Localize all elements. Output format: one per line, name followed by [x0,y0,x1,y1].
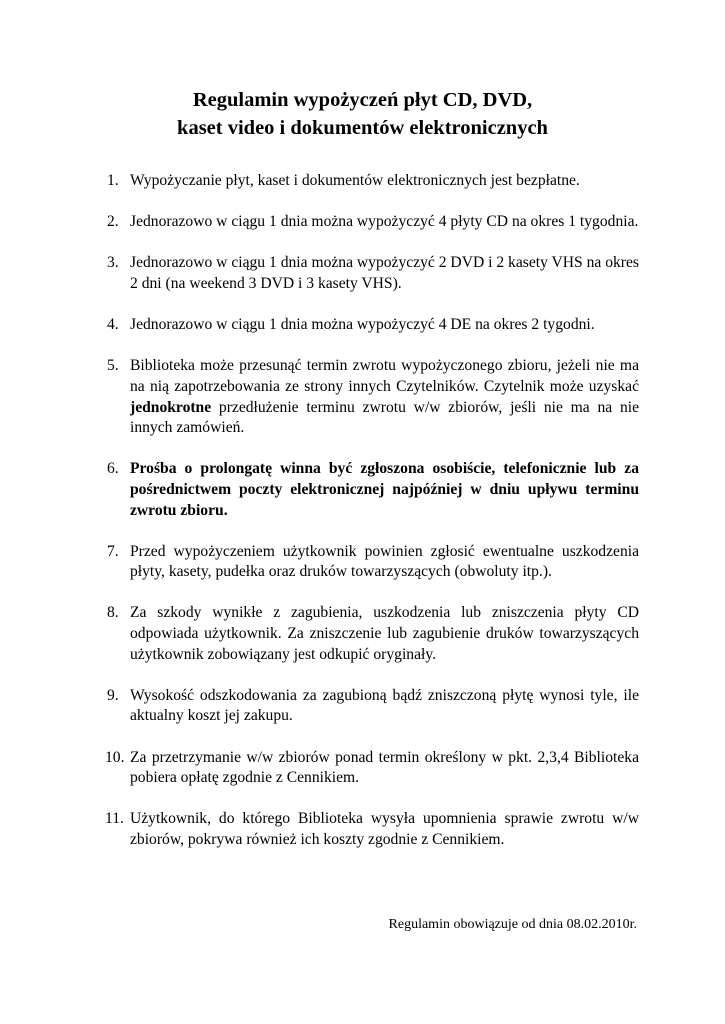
rule-text: Jednorazowo w ciągu 1 dnia można wypożyczyć 4 płyty CD na okres 1 tygodnia. [130,213,639,231]
rule-text: Za szkody wynikłe z zagubienia, uszkodzenia lub zniszczenia płyty CD odpowiada użytkownik. Za zniszczenie lub zagubienie druków towarzyszących użytkownik zobowiązany jest odkupić oryginały. [130,604,639,663]
rule-text-part: przedłużenie terminu zwrotu w/w zbiorów, jeśli nie ma na nie innych zamówień. [130,398,639,437]
document-title [0,86,725,142]
title-line-2: kaset video i dokumentów elektronicznych [177,117,548,139]
rule-text: Prośba o prolongatę winna być zgłoszona osobiście, telefonicznie lub za pośrednictwem poczty elektronicznej najpóźniej w dniu upływu terminu zwrotu zbioru. [130,460,639,519]
rule-text: Przed wypożyczeniem użytkownik powinien zgłosić ewentualne uszkodzenia płyty, kasety, pudełka oraz druków towarzyszących (obwoluty itp.). [130,542,639,581]
rule-number: 2. [107,213,119,231]
rule-text: Jednorazowo w ciągu 1 dnia można wypożyczyć 2 DVD i 2 kasety VHS na okres 2 dni (na weekend 3 DVD i 3 kasety VHS). [130,254,639,292]
rule-text-part: Biblioteka może przesunąć termin zwrotu wypożyczonego zbioru, jeżeli nie ma na nią zapotrzebowania ze strony innych Czytelników. Czytelnik może uzyskać [130,357,639,395]
rule-item-7 [107,542,639,583]
rule-number: 11. [105,810,124,828]
rule-text: Za przetrzymanie w/w zbiorów ponad termin określony w pkt. 2,3,4 Biblioteka pobiera opłatę zgodnie z Cennikiem. [130,748,639,787]
rule-item-6 [107,459,639,521]
effective-date-note: Regulamin obowiązuje od dnia 08.02.2010r. [388,917,637,932]
rule-number: 4. [107,316,119,334]
rule-number: 6. [107,460,119,478]
rule-text [130,357,639,436]
rule-number: 10. [105,748,125,766]
rule-number: 8. [107,604,119,622]
rule-text: Jednorazowo w ciągu 1 dnia można wypożyczyć 4 DE na okres 2 tygodni. [130,316,595,334]
rule-text: Wysokość odszkodowania za zagubioną bądź zniszczoną płytę wynosi tyle, ile aktualny koszt jej zakupu. [130,686,639,725]
rules-list [107,171,639,871]
rule-text: Użytkownik, do którego Biblioteka wysyła upomnienia sprawie zwrotu w/w zbiorów, pokrywa również ich koszty zgodnie z Cennikiem. [130,810,639,848]
rule-item-11 [107,809,639,850]
rule-item-9 [107,686,639,727]
rule-item-10 [107,748,639,789]
rule-item-2 [107,212,639,233]
rule-number: 7. [107,542,119,560]
rule-number: 1. [107,172,119,189]
rule-item-1 [107,171,639,192]
rule-number: 3. [107,254,119,272]
rule-number: 5. [107,357,119,375]
rule-number: 9. [107,686,119,704]
rule-item-4 [107,315,639,336]
rule-item-8 [107,603,639,665]
rule-item-3 [107,253,639,294]
rule-text-emphasis: jednokrotne [130,398,212,416]
title-line-1: Regulamin wypożyczeń płyt CD, DVD, [192,89,533,111]
rule-text: Wypożyczanie płyt, kaset i dokumentów elektronicznych jest bezpłatne. [130,172,580,189]
rule-item-5 [107,356,639,438]
